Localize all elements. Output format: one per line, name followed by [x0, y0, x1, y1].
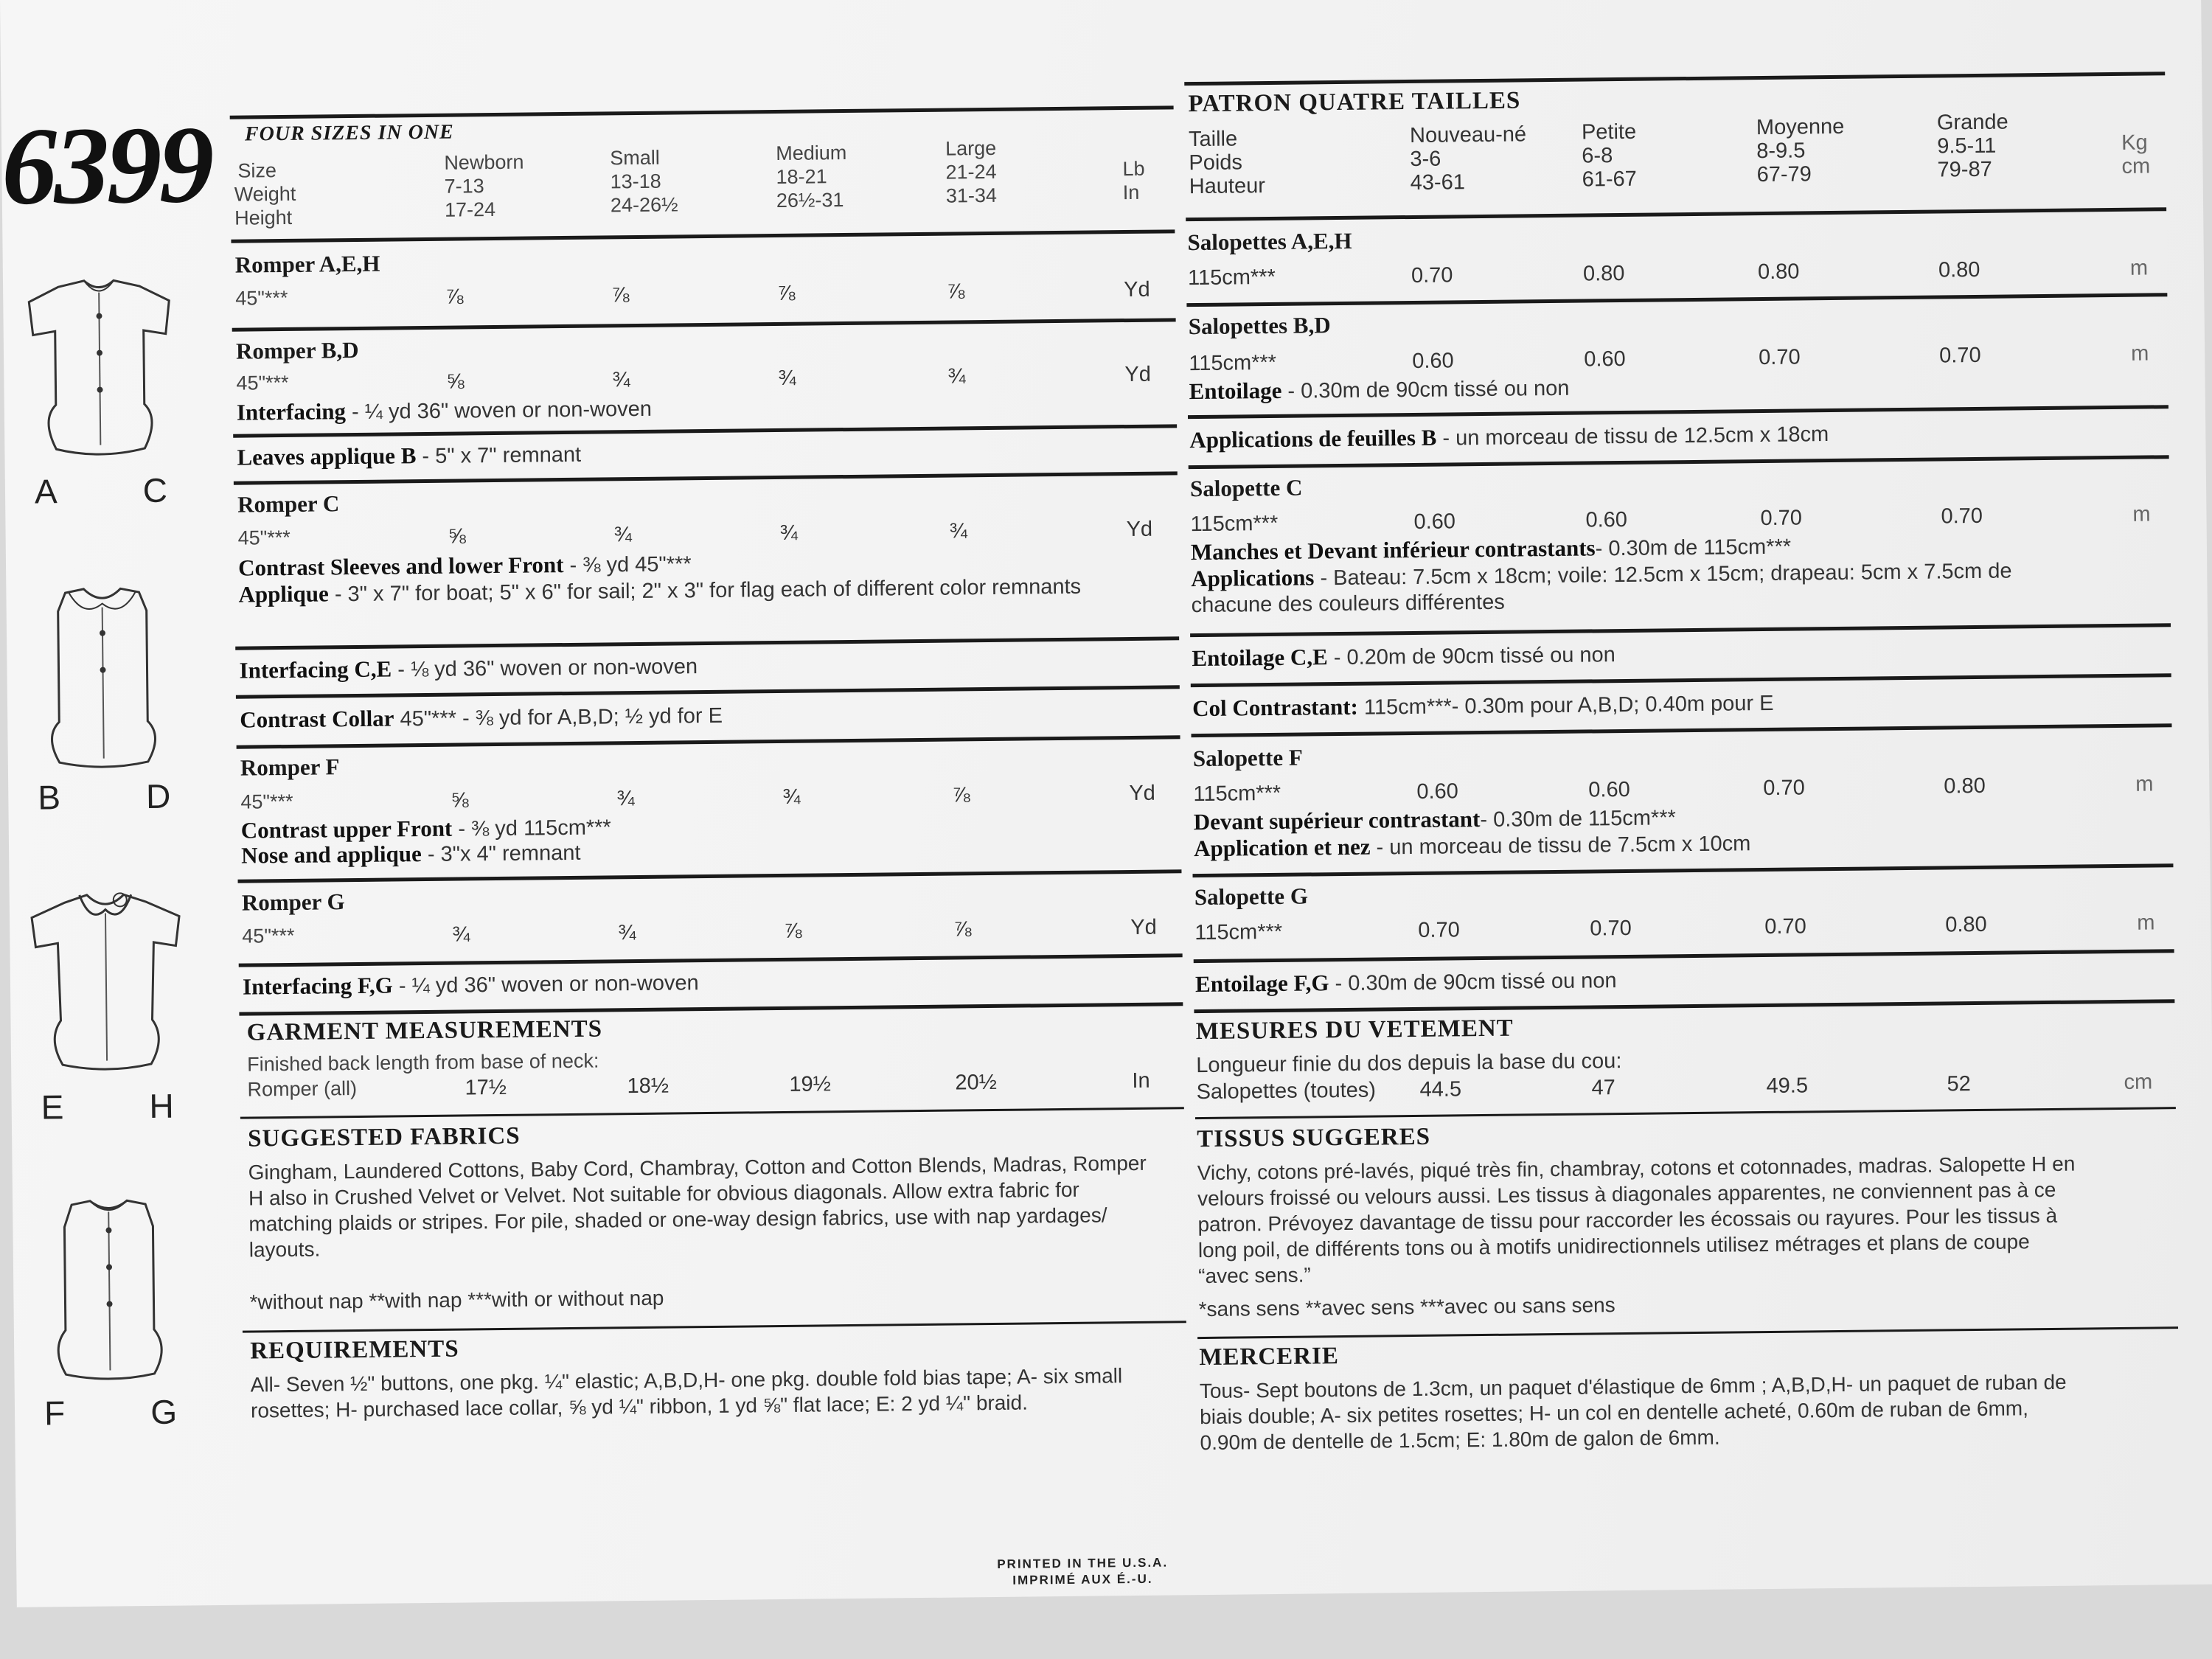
divider	[1186, 207, 2166, 221]
size-height: 61-67	[1582, 167, 1638, 192]
size-weight: 9.5-11	[1937, 133, 1997, 159]
length-value: 47	[1591, 1076, 1616, 1100]
view-letter: G	[150, 1392, 178, 1431]
note-label: Manches et Devant inférieur contrastants	[1190, 535, 1596, 566]
sal-g-row	[1193, 911, 2174, 947]
fabric-width: 45"***	[236, 371, 289, 394]
yardage-value: ¾	[782, 785, 801, 809]
meterage-value: 0.80	[1938, 257, 1980, 282]
yardage-value: ⅝	[446, 369, 465, 394]
entoilage-bd-note	[1189, 375, 1569, 405]
col-contrastant-note	[1192, 689, 1774, 722]
interfacing-bd-note	[237, 395, 652, 426]
note-text: 115cm***- 0.30m pour A,B,D; 0.40m pour E	[1357, 691, 1774, 720]
note-label: Applications	[1191, 564, 1315, 592]
meterage-value: 0.80	[1944, 773, 1986, 799]
note-label: Nose and applique	[240, 841, 422, 869]
divider	[1188, 405, 2168, 419]
romper-all-label: Romper (all)	[247, 1077, 358, 1101]
fabric-width: 115cm***	[1193, 781, 1281, 807]
size-name: Petite	[1581, 119, 1637, 145]
paragraph-line: matching plaids or stripes. For pile, shaded or one-way design fabrics, use with nap yardages/	[248, 1203, 1107, 1236]
requirements-text	[251, 1362, 1188, 1423]
yardage-value: ¾	[618, 921, 636, 945]
tissus-title: TISSUS SUGGERES	[1197, 1123, 1431, 1153]
printed-in-usa	[997, 1555, 1168, 1589]
unit-cm: cm	[2124, 1070, 2153, 1094]
paragraph-line: 0.90m de dentelle de 1.5cm; E: 1.80m de galon de 6mm.	[1200, 1425, 1720, 1455]
mesures-title: MESURES DU VETEMENT	[1195, 1015, 1514, 1046]
height-label: Height	[234, 206, 293, 229]
paragraph-line: Gingham, Laundered Cottons, Baby Cord, Chambray, Cotton and Cotton Blends, Madras, Romper	[248, 1151, 1147, 1184]
length-value: 18½	[627, 1074, 669, 1099]
unit-kg: Kg	[2121, 131, 2148, 155]
romper-aeh-title: Romper A,E,H	[234, 250, 380, 278]
yardage-value: ⅝	[451, 788, 469, 813]
weight-label: Weight	[234, 182, 296, 206]
length-value: 52	[1947, 1072, 1971, 1096]
mercerie-title: MERCERIE	[1199, 1343, 1340, 1371]
view-label-ac	[35, 470, 168, 512]
romper-ac-icon	[18, 271, 182, 464]
meterage-value: 0.60	[1413, 509, 1456, 534]
romper-g-row	[238, 915, 1182, 951]
view-letter: B	[38, 778, 61, 817]
size-height: 67-79	[1756, 162, 1812, 187]
paragraph-line: long poil, de différents tons ou à motifs unidirectionnels utilisez métrages et plans de coupe	[1197, 1230, 2030, 1262]
length-value: 20½	[955, 1070, 998, 1095]
view-label-bd	[38, 776, 171, 818]
fabric-width: 45"***	[242, 924, 295, 947]
yardage-value: ⅞	[784, 919, 802, 943]
meterage-value: 0.60	[1584, 347, 1626, 372]
note-text: - 0.30m de 115cm***	[1480, 806, 1676, 832]
entoilage-ce-note	[1192, 641, 1615, 672]
size-label: Taille	[1188, 127, 1238, 152]
unit-m: m	[2131, 341, 2149, 366]
note-text: 45"*** - ⅜ yd for A,B,D; ½ yd for E	[394, 703, 723, 731]
note-label: Interfacing F,G	[242, 972, 393, 1000]
note-text: - 0.30m de 90cm tissé ou non	[1281, 376, 1570, 403]
meterage-value: 0.80	[1945, 912, 1987, 937]
english-column	[229, 0, 1188, 1472]
meterage-value: 0.70	[1418, 918, 1460, 942]
note-label: Application et nez	[1193, 833, 1371, 862]
sal-aeh-title: Salopettes A,E,H	[1187, 227, 1352, 256]
note-label: Contrast Sleeves and lower Front	[237, 552, 564, 581]
interfacing-fg-note	[243, 969, 699, 1000]
view-letter: F	[44, 1394, 66, 1433]
divider	[1194, 949, 2174, 963]
size-height: 26½-31	[776, 189, 844, 212]
size-label: Size	[237, 159, 277, 182]
length-value: 19½	[789, 1072, 832, 1096]
size-height: 17-24	[444, 198, 496, 221]
paragraph-line: rosettes; H- purchased lace collar, ⅝ yd ¼" ribbon, 1 yd ⅝" flat lace; E: 2 yd ¼" braid.	[250, 1391, 1029, 1422]
divider	[236, 685, 1180, 698]
note-label: Leaves applique B	[237, 442, 417, 470]
note-text: - un morceau de tissu de 7.5cm x 10cm	[1370, 832, 1751, 860]
divider	[233, 424, 1177, 437]
divider	[1192, 723, 2172, 737]
meterage-value: 0.60	[1412, 349, 1454, 373]
size-height: 31-34	[945, 184, 998, 207]
en-size-table	[230, 135, 1175, 233]
view-letter: C	[142, 470, 168, 510]
sal-aeh-row	[1186, 256, 2167, 293]
romper-bd-row	[232, 362, 1176, 398]
view-letter: E	[41, 1088, 64, 1127]
paragraph-line: “avec sens.”	[1198, 1263, 1311, 1288]
weight-label: Poids	[1189, 150, 1243, 175]
salopettes-toutes-label: Salopettes (toutes)	[1196, 1078, 1377, 1105]
footer-line: IMPRIMÉ AUX É.-U.	[1012, 1571, 1153, 1587]
meterage-value: 0.70	[1941, 504, 1983, 529]
romper-aeh-row	[232, 277, 1175, 313]
note-label: Entoilage	[1189, 377, 1282, 405]
size-height: 43-61	[1410, 170, 1466, 195]
mesures-subtitle: Longueur finie du dos depuis la base du cou:	[1196, 1049, 1622, 1078]
unit-yd: Yd	[1124, 277, 1150, 302]
size-weight: 6-8	[1582, 144, 1613, 168]
yardage-value: ⅞	[777, 281, 796, 305]
nap-legend: *sans sens **avec sens ***avec ou sans sens	[1198, 1293, 1615, 1321]
unit-m: m	[2135, 772, 2154, 796]
meterage-value: 0.60	[1588, 777, 1630, 802]
french-column	[1183, 0, 2180, 1462]
applications-c-cont: chacune des couleurs différentes	[1191, 590, 1505, 618]
meterage-value: 0.60	[1585, 507, 1628, 532]
romper-c-row	[234, 517, 1178, 553]
yardage-value: ¾	[778, 366, 796, 390]
unit-m: m	[2129, 256, 2149, 280]
yardage-value: ¾	[452, 922, 470, 947]
fabric-width: 115cm***	[1194, 919, 1283, 945]
suggested-fabrics-text	[248, 1150, 1185, 1262]
note-label: Applique	[238, 580, 329, 608]
note-label: Col Contrastant:	[1192, 693, 1359, 722]
divider	[235, 636, 1179, 650]
note-text: - ⅜ yd 115cm***	[452, 815, 611, 841]
paragraph-line: patron. Prévoyez davantage de tissu pour raccorder les écossais ou rayures. Pour les tissus à	[1197, 1203, 2058, 1237]
size-name: Newborn	[444, 150, 524, 174]
romper-f-row	[237, 781, 1180, 817]
view-drawing-ac	[18, 271, 181, 427]
size-weight: 13-18	[610, 170, 661, 193]
paragraph-line: H also in Crushed Velvet or Velvet. Not suitable for obvious diagonals. Allow extra fabric for	[248, 1178, 1079, 1210]
unit-yd: Yd	[1126, 517, 1153, 542]
length-value: 44.5	[1419, 1077, 1462, 1102]
note-label: Devant supérieur contrastant	[1193, 806, 1481, 835]
romper-c-title: Romper C	[237, 490, 340, 518]
meterage-value: 0.70	[1939, 343, 1981, 368]
yardage-value: ¾	[616, 787, 635, 811]
length-value: 49.5	[1766, 1074, 1809, 1098]
footer-line: PRINTED IN THE U.S.A.	[997, 1555, 1169, 1571]
note-text: - ¼ yd 36" woven or non-woven	[345, 397, 653, 425]
fabric-width: 45"***	[237, 526, 291, 549]
view-label-fg	[44, 1392, 178, 1433]
mercerie-text	[1200, 1368, 2180, 1455]
meterage-value: 0.70	[1759, 345, 1801, 370]
nose-applique-note	[241, 839, 581, 869]
romper-bd-icon	[21, 580, 185, 773]
paragraph-line: velours froissé ou velours aussi. Les tissus à diagonales apparentes, ne conviennent pas à ce	[1197, 1178, 2056, 1211]
size-name: Grande	[1936, 110, 2008, 135]
interfacing-ce-note	[239, 653, 698, 684]
fabric-width: 115cm***	[1187, 265, 1276, 291]
pattern-number: 6399	[1, 103, 212, 228]
yardage-value: ¾	[613, 523, 632, 547]
view-drawing-bd	[21, 580, 184, 737]
paragraph-line: All- Seven ½" buttons, one pkg. ¼" elastic; A,B,D,H- one pkg. double fold bias tape; A- six small	[250, 1364, 1123, 1397]
size-name: Medium	[776, 141, 847, 164]
yardage-value: ¾	[612, 368, 630, 392]
note-text: - Bateau: 7.5cm x 18cm; voile: 12.5cm x 15cm; drapeau: 5cm x 7.5cm de	[1314, 559, 2012, 591]
garment-measurements-title: GARMENT MEASUREMENTS	[246, 1015, 603, 1046]
note-label: Entoilage F,G	[1194, 970, 1329, 998]
unit-yd: Yd	[1124, 362, 1152, 387]
view-drawing-eh	[24, 883, 188, 1039]
yardage-value: ⅞	[445, 285, 464, 309]
note-text: - ⅜ yd 45"***	[563, 552, 692, 578]
note-text: - 0.30m de 90cm tissé ou non	[1329, 969, 1617, 996]
size-height: 79-87	[1937, 157, 1992, 182]
note-text: - 3" x 7" for boat; 5" x 6" for sail; 2" x 3" for flag each of different color remnants	[328, 574, 1082, 607]
note-text: - 5" x 7" remnant	[416, 442, 582, 469]
fabric-width: 115cm***	[1189, 350, 1277, 376]
divider	[1191, 673, 2171, 687]
meterage-value: 0.70	[1764, 914, 1806, 939]
height-label: Hauteur	[1189, 174, 1266, 199]
note-label: Interfacing C,E	[239, 655, 392, 684]
entoilage-fg-note	[1195, 967, 1617, 998]
tissus-text	[1197, 1150, 2178, 1289]
note-label: Interfacing	[236, 398, 347, 425]
yardage-value: ⅞	[947, 279, 965, 304]
unit-yd: Yd	[1130, 915, 1157, 940]
paragraph-line: Vichy, cotons pré-lavés, piqué très fin, chambray, cotons et cotonnades, madras. Salopette H en	[1197, 1152, 2076, 1185]
unit-in: In	[1132, 1068, 1150, 1093]
fabric-width: 115cm***	[1190, 511, 1279, 537]
feuilles-applique-note	[1189, 420, 1829, 453]
note-text: - 3"x 4" remnant	[421, 841, 581, 867]
sal-c-title: Salopette C	[1189, 474, 1303, 502]
note-text: - ⅛ yd 36" woven or non-woven	[392, 655, 698, 682]
note-text: - ¼ yd 36" woven or non-woven	[392, 971, 699, 998]
paragraph-line: layouts.	[248, 1237, 321, 1262]
meterage-value: 0.60	[1416, 779, 1458, 804]
romper-fg-icon	[27, 1192, 192, 1385]
fabric-width: 45"***	[240, 790, 293, 813]
contrast-collar-note	[240, 702, 723, 734]
note-label: Contrast Collar	[240, 705, 394, 733]
size-name: Large	[945, 136, 997, 160]
yardage-value: ⅝	[448, 524, 467, 549]
nap-legend: *without nap **with nap ***with or without nap	[249, 1286, 664, 1314]
yardage-value: ⅞	[952, 783, 970, 807]
romper-f-title: Romper F	[240, 754, 340, 781]
yardage-value: ¾	[949, 519, 967, 543]
size-weight: 3-6	[1410, 147, 1441, 171]
size-weight: 8-9.5	[1756, 139, 1806, 164]
divider	[1190, 623, 2171, 637]
romper-eh-icon	[24, 883, 189, 1076]
yardage-value: ⅞	[953, 917, 972, 942]
view-letter: D	[145, 776, 171, 815]
fabric-width: 45"***	[235, 286, 288, 310]
sal-f-title: Salopette F	[1192, 744, 1303, 772]
garment-measurements-subtitle: Finished back length from base of neck:	[246, 1049, 599, 1076]
unit-cm: cm	[2121, 154, 2151, 178]
divider	[239, 953, 1183, 967]
size-weight: 7-13	[444, 175, 484, 198]
yardage-value: ¾	[779, 521, 798, 545]
note-text: - 0.20m de 90cm tissé ou non	[1327, 643, 1615, 670]
size-name: Nouveau-né	[1409, 122, 1527, 147]
note-text: - 0.30m de 115cm***	[1595, 535, 1792, 561]
romper-bd-title: Romper B,D	[235, 336, 359, 364]
romper-g-title: Romper G	[241, 888, 345, 916]
unit-in: In	[1122, 181, 1140, 204]
unit-yd: Yd	[1129, 781, 1156, 806]
view-letter: A	[34, 472, 58, 511]
note-label: Entoilage C,E	[1192, 644, 1328, 672]
unit-lb: Lb	[1122, 157, 1145, 181]
fr-size-table	[1185, 111, 2166, 210]
meterage-value: 0.70	[1763, 776, 1805, 801]
meterage-value: 0.70	[1411, 263, 1453, 288]
yardage-value: ⅞	[611, 283, 630, 307]
view-label-eh	[41, 1086, 174, 1127]
paragraph-line: biais double; A- six petites rosettes; H- un col en dentelle acheté, 0.60m de ruban de 6mm,	[1200, 1397, 2029, 1429]
unit-m: m	[2137, 911, 2155, 935]
size-name: Moyenne	[1756, 114, 1845, 140]
view-letter: H	[149, 1086, 174, 1125]
requirements-title: REQUIREMENTS	[250, 1335, 459, 1365]
paragraph-line: Tous- Sept boutons de 1.3cm, un paquet d'élastique de 6mm ; A,B,D,H- un paquet de ruban de	[1199, 1370, 2067, 1403]
length-value: 17½	[465, 1075, 507, 1100]
fr-title: PATRON QUATRE TAILLES	[1188, 87, 1521, 118]
view-drawing-fg	[27, 1192, 191, 1349]
en-title: FOUR SIZES IN ONE	[244, 120, 454, 146]
note-label: Applications de feuilles B	[1189, 424, 1437, 453]
sal-f-row	[1192, 772, 2172, 809]
sal-bd-row	[1187, 341, 2168, 378]
size-weight: 18-21	[776, 165, 827, 188]
size-height: 24-26½	[610, 193, 678, 217]
application-nez-note	[1194, 830, 1751, 862]
meterage-value: 0.80	[1757, 260, 1800, 285]
meterage-value: 0.80	[1582, 261, 1625, 286]
yardage-value: ¾	[947, 364, 966, 389]
sal-g-title: Salopette G	[1194, 883, 1309, 911]
meterage-value: 0.70	[1590, 916, 1632, 941]
leaves-applique-note	[237, 441, 581, 471]
sal-bd-title: Salopettes B,D	[1188, 312, 1331, 340]
size-name: Small	[610, 146, 660, 170]
note-text: - un morceau de tissu de 12.5cm x 18cm	[1436, 422, 1829, 451]
suggested-fabrics-title: SUGGESTED FABRICS	[248, 1122, 521, 1152]
size-weight: 21-24	[945, 160, 997, 184]
meterage-value: 0.70	[1760, 506, 1803, 531]
note-label: Contrast upper Front	[240, 815, 453, 844]
unit-m: m	[2132, 502, 2151, 526]
